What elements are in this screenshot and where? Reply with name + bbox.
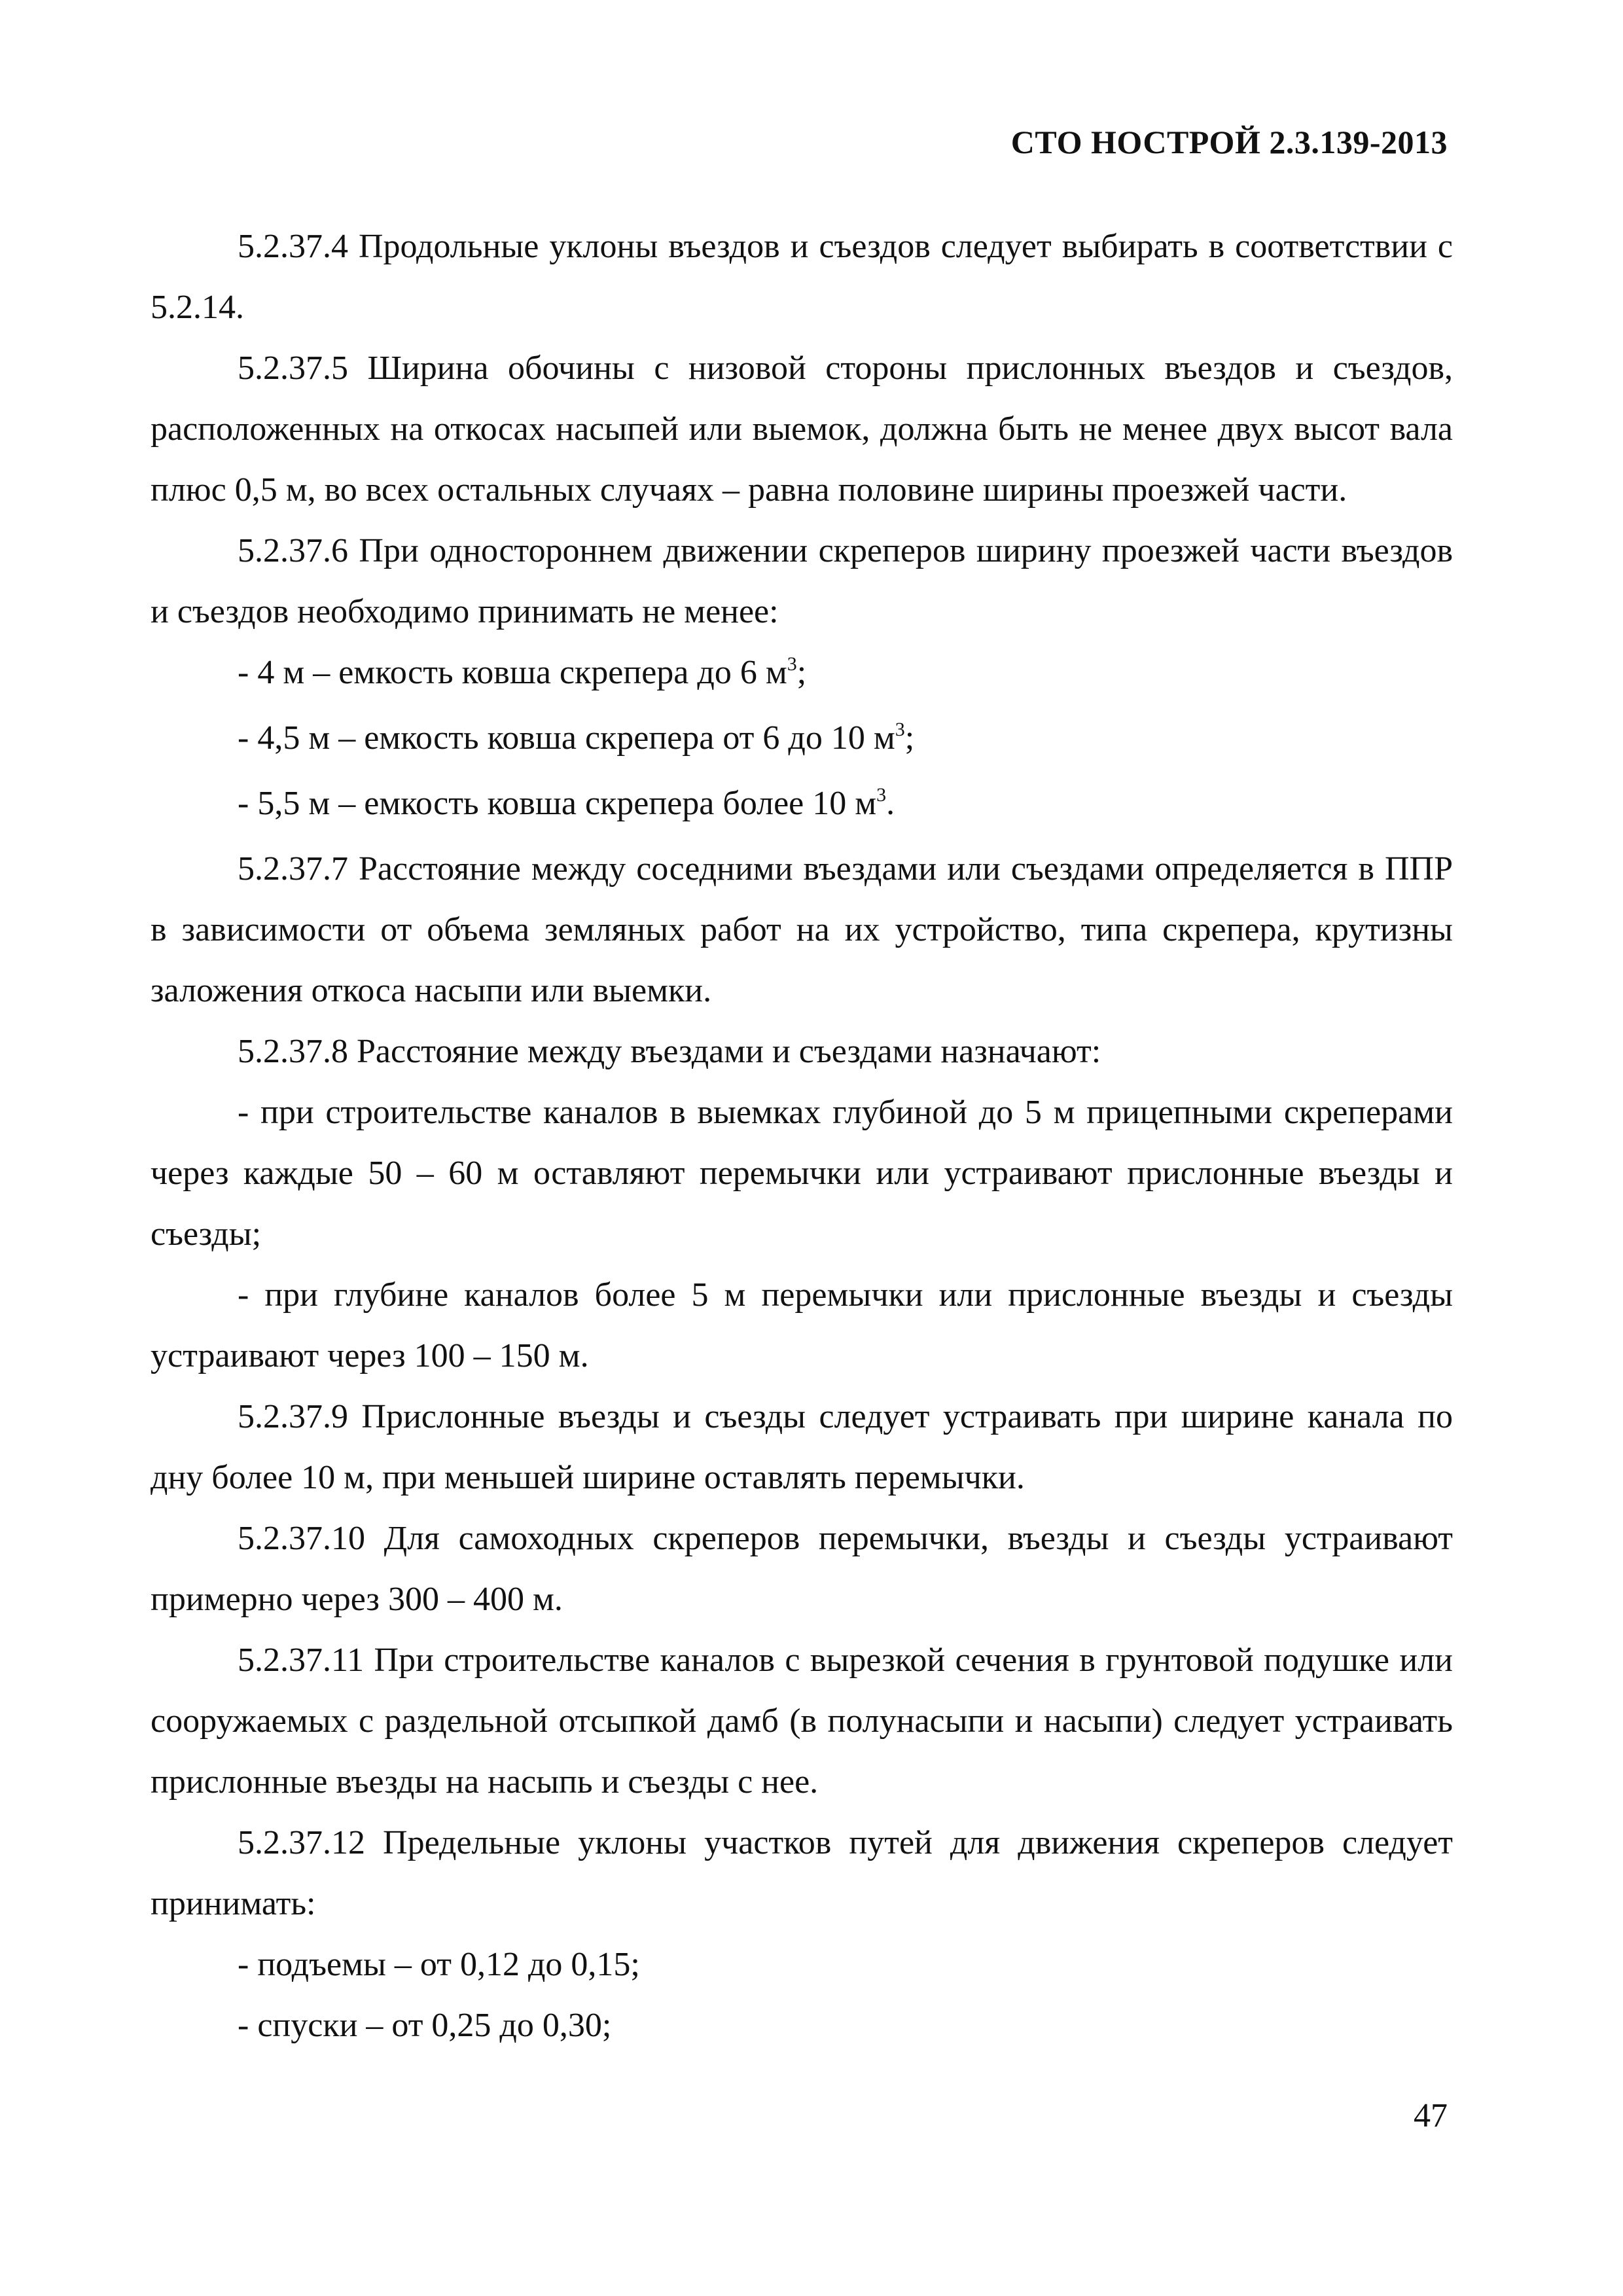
- list-item-text: - 4,5 м – емкость ковша скрепера от 6 до 10 м: [238, 719, 895, 757]
- list-item-ascents: - подъемы – от 0,12 до 0,15;: [238, 1946, 640, 1983]
- superscript-cubic: 3: [787, 653, 797, 675]
- list-item-descents: - спуски – от 0,25 до 0,30;: [238, 2007, 612, 2044]
- paragraph-5-2-37-7: 5.2.37.7 Расстояние между соседними въездами или съездами определяется в ППР в зависимости от объема земляных работ на их устройство, типа скрепера, крутизны заложения откоса насыпи или выемки.: [151, 850, 1453, 1009]
- list-item-punctuation: .: [886, 785, 895, 822]
- list-item-punctuation: ;: [796, 654, 807, 691]
- page-number: 47: [1414, 2097, 1448, 2134]
- document-body: [151, 216, 1453, 2056]
- superscript-cubic: 3: [876, 784, 887, 806]
- superscript-cubic: 3: [895, 719, 905, 740]
- list-item-width-4-5m: [151, 708, 1453, 773]
- paragraph-5-2-37-12: 5.2.37.12 Предельные уклоны участков путей для движения скреперов следует принимать:: [151, 1824, 1453, 1922]
- list-item-text: - 5,5 м – емкость ковша скрепера более 10 м: [238, 785, 877, 822]
- list-item-channels-in-cuts: - при строительстве каналов в выемках глубиной до 5 м прицепными скреперами через каждые 50 – 60 м оставляют перемычки или устраивают прислонные въезды и съезды;: [151, 1094, 1453, 1253]
- list-item-width-4m: [151, 642, 1453, 708]
- paragraph-5-2-37-6: 5.2.37.6 При одностороннем движении скреперов ширину проезжей части въездов и съездов необходимо принимать не менее:: [151, 532, 1453, 630]
- paragraph-5-2-37-10: 5.2.37.10 Для самоходных скреперов перемычки, въезды и съезды устраивают примерно через 300 – 400 м.: [151, 1520, 1453, 1618]
- list-item-channels-deep: - при глубине каналов более 5 м перемычки или прислонные въезды и съезды устраивают через 100 – 150 м.: [151, 1276, 1453, 1374]
- paragraph-5-2-37-5: 5.2.37.5 Ширина обочины с низовой стороны прислонных въездов и съездов, расположенных на откосах насыпей или выемок, должна быть не менее двух высот вала плюс 0,5 м, во всех остальных случаях – равна половине ширины проезжей части.: [151, 350, 1453, 509]
- document-code-header: СТО НОСТРОЙ 2.3.139-2013: [1010, 124, 1448, 160]
- paragraph-5-2-37-4: 5.2.37.4 Продольные уклоны въездов и съездов следует выбирать в соответствии с 5.2.14.: [151, 228, 1453, 326]
- paragraph-5-2-37-9: 5.2.37.9 Прислонные въезды и съезды следует устраивать при ширине канала по дну более 10 м, при меньшей ширине оставлять перемычки.: [151, 1398, 1453, 1496]
- list-item-width-5-5m: [151, 773, 1453, 838]
- list-item-text: - 4 м – емкость ковша скрепера до 6 м: [238, 654, 787, 691]
- paragraph-5-2-37-11: 5.2.37.11 При строительстве каналов с вырезкой сечения в грунтовой подушке или сооружаемых с раздельной отсыпкой дамб (в полунасыпи и насыпи) следует устраивать прислонные въезды на насыпь и съезды с нее.: [151, 1641, 1453, 1801]
- paragraph-5-2-37-8: 5.2.37.8 Расстояние между въездами и съездами назначают:: [238, 1033, 1101, 1070]
- list-item-punctuation: ;: [904, 719, 915, 757]
